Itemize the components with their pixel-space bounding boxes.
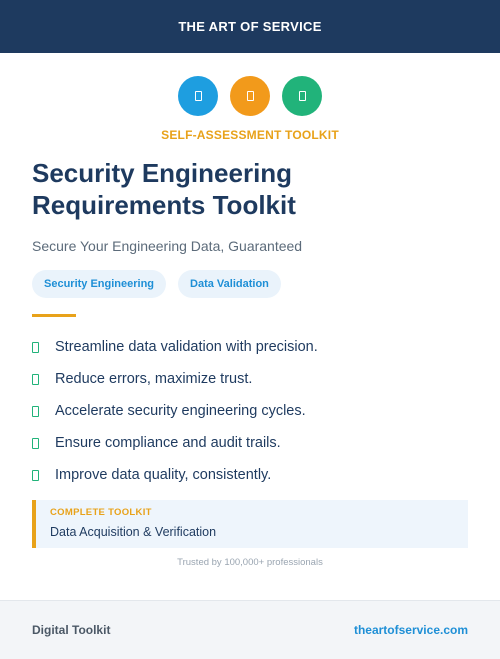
callout-value: Data Acquisition & Verification — [50, 525, 217, 539]
trusted-note: Trusted by 100,000+ professionals — [177, 557, 323, 568]
subtitle: Secure Your Engineering Data, Guaranteed — [32, 238, 303, 254]
benefit-text: Streamline data validation with precision. — [55, 339, 318, 355]
footer-bar — [0, 600, 500, 659]
tag: Security Engineering — [32, 270, 166, 298]
benefit-item — [32, 395, 318, 427]
benefit-item — [32, 363, 318, 395]
kicker: SELF-ASSESSMENT TOOLKIT — [161, 128, 339, 142]
benefit-text: Reduce errors, maximize trust. — [55, 371, 253, 387]
benefit-text: Ensure compliance and audit trails. — [55, 435, 281, 451]
footer-label: Digital Toolkit — [32, 623, 111, 637]
doc-icon — [230, 76, 270, 116]
icon-row — [0, 76, 500, 116]
check-icon — [32, 438, 39, 449]
benefit-text: Improve data quality, consistently. — [55, 467, 272, 483]
check-icon — [32, 342, 39, 353]
doc-icon — [178, 76, 218, 116]
page-title: Security Engineering Requirements Toolkit — [32, 158, 296, 220]
benefit-item — [32, 459, 318, 491]
tag-list — [32, 270, 281, 298]
benefit-item — [32, 427, 318, 459]
benefit-item — [32, 331, 318, 363]
benefit-text: Accelerate security engineering cycles. — [55, 403, 306, 419]
brand-name: THE ART OF SERVICE — [178, 19, 322, 34]
toolkit-callout — [32, 500, 468, 548]
check-icon — [32, 470, 39, 481]
website-link[interactable]: theartofservice.com — [353, 623, 468, 637]
tag: Data Validation — [178, 270, 281, 298]
callout-label: COMPLETE TOOLKIT — [50, 507, 152, 518]
benefit-list — [32, 331, 318, 491]
check-icon — [32, 374, 39, 385]
doc-icon — [282, 76, 322, 116]
check-icon — [32, 406, 39, 417]
header-bar — [0, 0, 500, 53]
accent-divider — [32, 314, 76, 317]
